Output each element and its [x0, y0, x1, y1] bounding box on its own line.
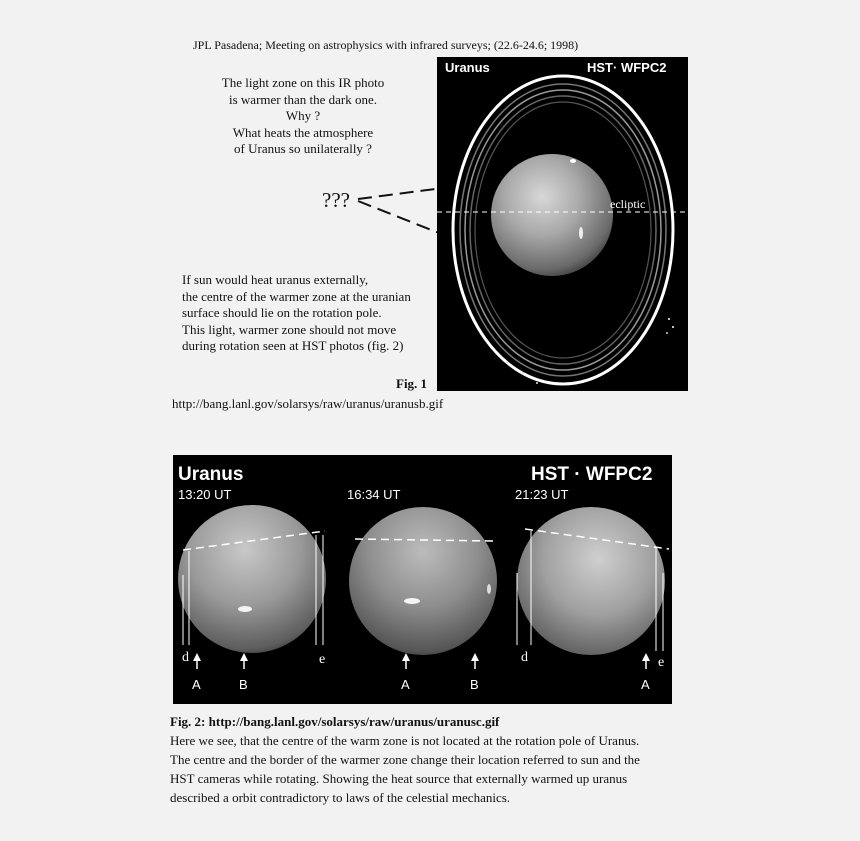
uranus-view-3	[517, 507, 665, 655]
description-line: The centre and the border of the warmer zone change their location referred to sun and the	[170, 752, 640, 767]
bright-spot	[487, 584, 491, 594]
figure2-planet-label: Uranus	[178, 464, 244, 485]
time-label-2: 16:34 UT	[347, 487, 401, 502]
explanation-line: surface should lie on the rotation pole.	[182, 305, 382, 320]
question-line: The light zone on this IR photo	[221, 75, 385, 90]
bright-spot	[579, 227, 583, 239]
explanation-line: If sun would heat uranus externally,	[182, 272, 369, 287]
question-line: of Uranus so unilaterally ?	[234, 141, 372, 156]
explanation-text-block	[182, 272, 411, 355]
marker-A-label: A	[401, 677, 410, 692]
question-text-block	[208, 75, 398, 158]
figure1-svg	[437, 57, 688, 391]
marker-e-label: e	[319, 652, 326, 667]
figure2-svg	[173, 455, 672, 704]
arrow-up-icon	[642, 653, 650, 669]
arrow-up-icon	[471, 653, 479, 669]
moon-speck	[522, 372, 524, 374]
marker-A-label: A	[192, 677, 201, 692]
figure2-camera-label: HST · WFPC2	[531, 464, 653, 485]
question-marks: ???	[322, 188, 350, 212]
question-line: is warmer than the dark one.	[228, 91, 377, 107]
figure1-image	[437, 57, 688, 391]
uranus-planet	[491, 154, 613, 276]
figure2-description	[170, 731, 690, 807]
marker-B-label: B	[239, 677, 248, 692]
arrow-up-icon	[402, 653, 410, 669]
marker-A-label: A	[641, 677, 650, 692]
moon-speck	[666, 332, 668, 334]
marker-B-label: B	[470, 677, 479, 692]
moon-speck	[668, 318, 670, 320]
figure1-url: http://bang.lanl.gov/solarsys/raw/uranus/uranusb.gif	[172, 396, 444, 411]
time-label-3: 21:23 UT	[515, 487, 569, 502]
arrow-up-icon	[240, 653, 248, 669]
uranus-view-1	[178, 505, 326, 653]
description-line: Here we see, that the centre of the warm zone is not located at the rotation pole of Uranus.	[170, 733, 640, 748]
figure1-caption: Fig. 1	[396, 376, 428, 391]
description-line: HST cameras while rotating. Showing the heat source that externally warmed up uranus	[170, 771, 628, 786]
moon-speck	[506, 361, 508, 363]
figure1-camera-label: HST· WFPC2	[587, 60, 667, 75]
ecliptic-label: ecliptic	[610, 197, 646, 211]
figure1-planet-label: Uranus	[445, 60, 490, 75]
uranus-view-2	[349, 507, 497, 655]
moon-speck	[536, 382, 538, 384]
question-line: Why ?	[285, 108, 321, 123]
figure2-caption-block	[170, 712, 690, 807]
explanation-line: during rotation seen at HST photos (fig. 2)	[182, 338, 404, 353]
arrow-up-icon	[193, 653, 201, 669]
question-line: What heats the atmosphere	[232, 124, 374, 140]
figure2-caption: Fig. 2: http://bang.lanl.gov/solarsys/raw/uranus/uranusc.gif	[170, 714, 500, 729]
description-line: described a orbit contradictory to laws of the celestial mechanics.	[170, 790, 511, 805]
marker-d-label: d	[182, 650, 189, 665]
bright-spot	[570, 159, 576, 163]
explanation-line: the centre of the warmer zone at the uranian	[182, 288, 411, 304]
marker-d-label: d	[521, 650, 528, 665]
marker-e-label: e	[658, 655, 665, 670]
meeting-header: JPL Pasadena; Meeting on astrophysics with infrared surveys; (22.6-24.6; 1998)	[193, 38, 579, 52]
explanation-line: This light, warmer zone should not move	[182, 321, 397, 337]
bright-spot	[238, 606, 252, 612]
moon-speck	[672, 326, 674, 328]
bright-spot	[404, 598, 420, 604]
figure2-image	[173, 455, 672, 704]
time-label-1: 13:20 UT	[178, 487, 232, 502]
